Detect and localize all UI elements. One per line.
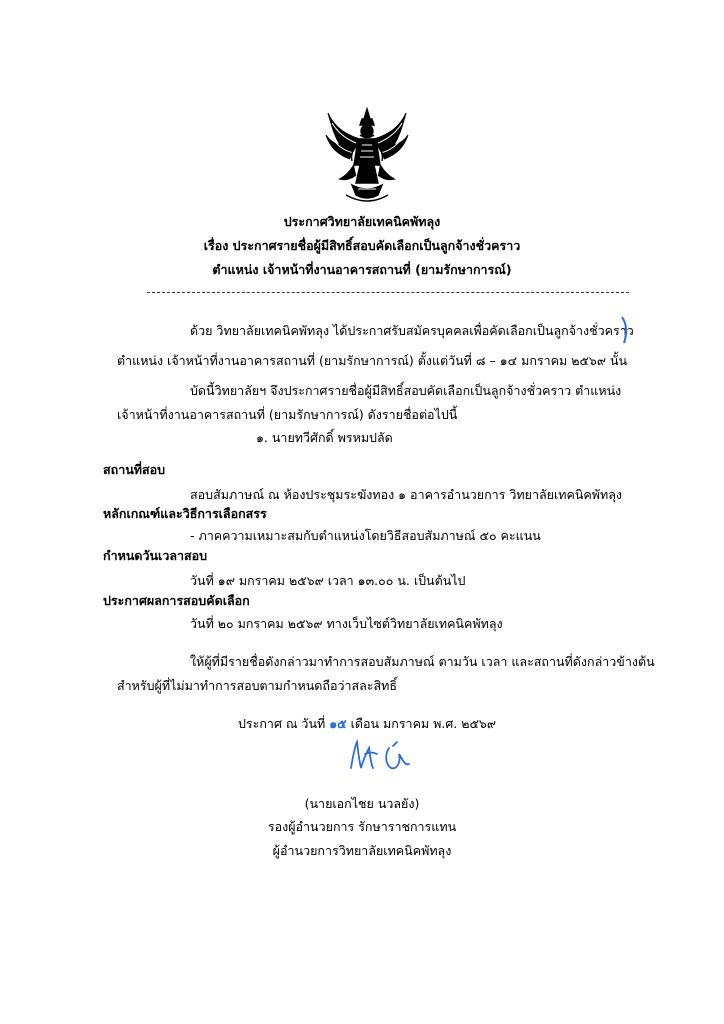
announce-day: ๑๕ (329, 716, 347, 731)
announce-date (238, 716, 496, 732)
announce-prefix: ประกาศ ณ วันที่ (238, 716, 326, 731)
paragraph-1-line-1: ด้วย วิทยาลัยเทคนิคพัทลุง ได้ประกาศรับสมัครบุคคลเพื่อคัดเลือกเป็นลูกจ้างชั่วคราว (190, 323, 634, 338)
venue-heading: สถานที่สอบ (103, 462, 166, 477)
document-position: ตำแหน่ง เจ้าหน้าที่งานอาคารสถานที่ (ยามรักษาการณ์) (212, 262, 512, 277)
candidate-name: ๑. นายทวีศักดิ์ พรหมปลัด (256, 430, 393, 445)
criteria-text: - ภาคความเหมาะสมกับตำแหน่งโดยวิธีสอบสัมภาษณ์ ๕๐ คะแนน (190, 528, 541, 543)
document-title: ประกาศวิทยาลัยเทคนิคพัทลุง (283, 214, 441, 229)
pen-tick-mark (618, 315, 632, 345)
signatory-role-2: ผู้อำนวยการวิทยาลัยเทคนิคพัทลุง (272, 843, 452, 858)
paragraph-2-line-1: บัดนี้วิทยาลัยฯ จึงประกาศรายชื่อผู้มีสิทธิ์สอบคัดเลือกเป็นลูกจ้างชั่วคราว ตำแหน่ง (190, 383, 622, 398)
closing-line-2: สำหรับผู้ที่ไม่มาทำการสอบตามกำหนดถือว่าสละสิทธิ์ (117, 678, 397, 693)
venue-text: สอบสัมภาษณ์ ณ ห้องประชุมระฆังทอง ๑ อาคารอำนวยการ วิทยาลัยเทคนิคพัทลุง (190, 487, 622, 502)
paragraph-1-line-2: ตำแหน่ง เจ้าหน้าที่งานอาคารสถานที่ (ยามรักษาการณ์) ตั้งแต่วันที่ ๘ – ๑๔ มกราคม ๒๕๖๙ นั้น (117, 353, 628, 368)
result-text: วันที่ ๒๐ มกราคม ๒๕๖๙ ทางเว็บไซต์วิทยาลัยเทคนิคพัทลุง (190, 616, 503, 631)
handwritten-signature (345, 738, 415, 774)
result-heading: ประกาศผลการสอบคัดเลือก (103, 593, 250, 608)
criteria-heading: หลักเกณฑ์และวิธีการเลือกสรร (103, 506, 267, 521)
schedule-heading: กำหนดวันเวลาสอบ (103, 548, 208, 563)
closing-line-1: ให้ผู้ที่มีรายชื่อดังกล่าวมาทำการสอบสัมภาษณ์ ตามวัน เวลา และสถานที่ดังกล่าวข้างต้น (190, 654, 655, 669)
signatory-name: (นายเอกไชย นวลยัง) (304, 796, 420, 811)
announce-suffix: เดือน มกราคม พ.ศ. ๒๕๖๙ (350, 716, 497, 731)
schedule-text: วันที่ ๑๙ มกราคม ๒๕๖๙ เวลา ๑๓.๐๐ น. เป็นต้นไป (190, 573, 466, 588)
header-divider (147, 292, 629, 293)
document-subject: เรื่อง ประกาศรายชื่อผู้มีสิทธิ์สอบคัดเลือกเป็นลูกจ้างชั่วคราว (203, 238, 521, 253)
signatory-role-1: รองผู้อำนวยการ รักษาราชการแทน (267, 819, 457, 834)
garuda-emblem-icon (322, 105, 412, 205)
paragraph-2-line-2: เจ้าหน้าที่งานอาคารสถานที่ (ยามรักษาการณ์) ดังรายชื่อต่อไปนี้ (117, 407, 458, 422)
